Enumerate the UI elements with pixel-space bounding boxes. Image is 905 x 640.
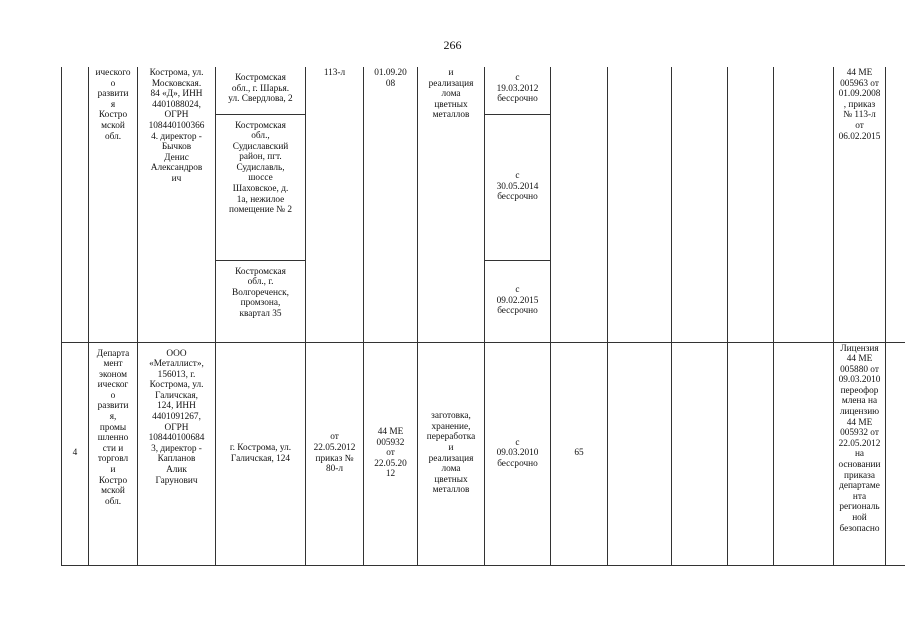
empty-cell [886,67,905,342]
note-cell: 44 МЕ 005963 от 01.09.2008 , приказ № 113-л от 06.02.2015 [834,67,886,342]
licensing-authority-cell: Департа мент эконом ическог о развити я, промы шленно сти и торговл и Костро мской обл. [89,342,138,565]
validity-cell: с 30.05.2014 бессрочно [485,114,551,260]
address-cell: г. Кострома, ул. Галичская, 124 [216,342,306,565]
table-row [62,342,905,565]
company-cell: ООО «Металлист», 156013, г. Кострома, ул. Галичская, 124, ИНН 4401091267, ОГРН 108440100684 3, директор - Капланов Алик Гарунович [138,342,216,565]
empty-cell [728,67,774,342]
license-cell: 44 МЕ 005932 от 22.05.20 12 [364,342,418,565]
empty-cell [672,342,728,565]
registry-table [61,67,905,566]
validity-cell: с 19.03.2012 бессрочно [485,67,551,114]
empty-cell [886,342,905,565]
row-number-cell: 4 [62,342,89,565]
order-cell: от 22.05.2012 приказ № 80-л [306,342,364,565]
note-cell: Лицензия 44 МЕ 005880 от 09.03.2010 переофор млена на лицензию 44 МЕ 005932 от 22.05.2012 на основании приказа департаме нта региональ ной безопасно [834,342,886,565]
empty-cell [551,67,608,342]
validity-cell: с 09.03.2010 бессрочно [485,342,551,565]
table-row [62,67,905,114]
validity-cell: с 09.02.2015 бессрочно [485,260,551,342]
empty-cell [774,67,834,342]
row-number-cell [62,67,89,342]
empty-cell [728,342,774,565]
order-cell: 113-л [306,67,364,342]
empty-cell [608,342,672,565]
activity-cell: и реализация лома цветных металлов [418,67,485,342]
activity-cell: заготовка, хранение, переработка и реализация лома цветных металлов [418,342,485,565]
company-cell: Кострома, ул. Московская. 84 «Д», ИНН 4401088024, ОГРН 108440100366 4. директор - Бычков Денис Александров ич [138,67,216,342]
empty-cell [608,67,672,342]
empty-cell [774,342,834,565]
address-cell: Костромская обл., г. Шарья. ул. Свердлова, 2 [216,67,306,114]
address-cell: Костромская обл., Судиславский район, пгт. Судиславль, шоссе Шаховское, д. 1а, нежилое помещение № 2 [216,114,306,260]
empty-cell [672,67,728,342]
count-cell: 65 [551,342,608,565]
date-cell: 01.09.20 08 [364,67,418,342]
licensing-authority-cell: ического о развити я Костро мской обл. [89,67,138,342]
address-cell: Костромская обл., г. Волгореченск, промзона, квартал 35 [216,260,306,342]
page-number: 266 [443,38,462,52]
